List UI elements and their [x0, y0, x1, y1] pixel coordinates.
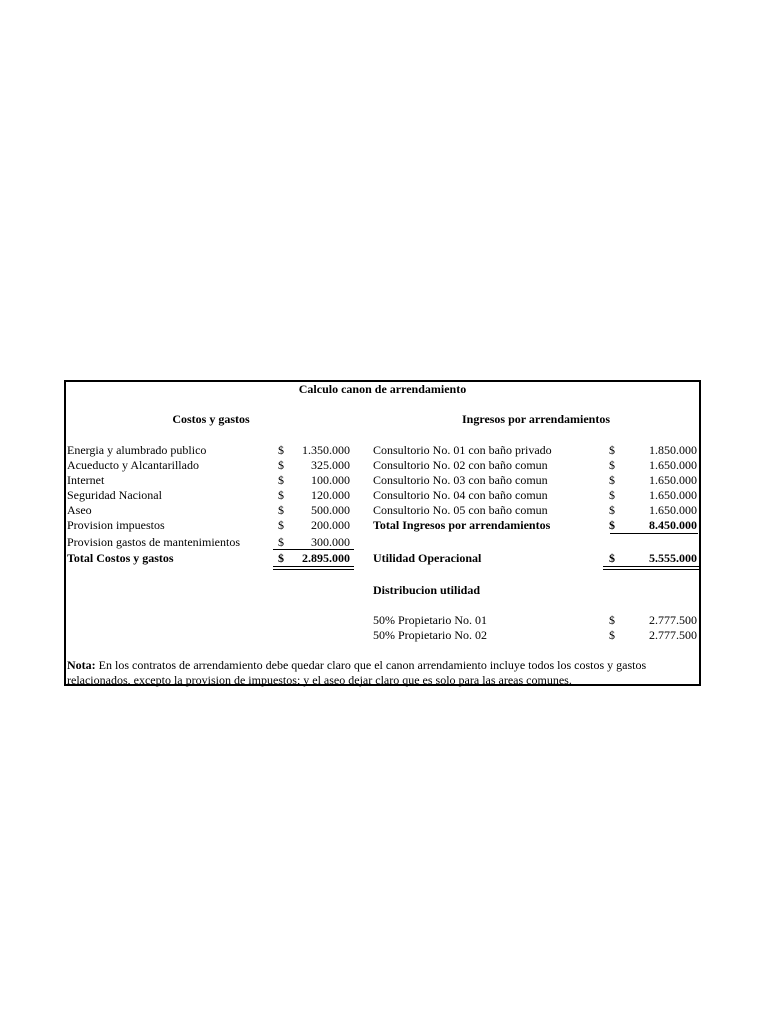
income-amount: 1.650.000	[649, 503, 697, 517]
distribution-amount: 2.777.500	[649, 628, 697, 642]
sheet-title: Calculo canon de arrendamiento	[298, 382, 467, 396]
spreadsheet-table	[64, 380, 701, 686]
costs-heading: Costos y gastos	[172, 412, 250, 426]
cost-amount: 120.000	[311, 488, 350, 502]
cost-label: Energia y alumbrado publico	[67, 443, 207, 457]
distribution-currency: $	[609, 628, 615, 642]
cost-currency: $	[278, 518, 284, 532]
income-currency: $	[609, 503, 615, 517]
distribution-currency: $	[609, 613, 615, 627]
distribution-heading: Distribucion utilidad	[373, 583, 481, 597]
cost-currency: $	[278, 488, 284, 502]
cost-label: Provision gastos de mantenimientos	[67, 535, 240, 549]
cost-total-double-rule	[273, 566, 354, 570]
distribution-label: 50% Propietario No. 01	[373, 613, 487, 627]
cost-total-currency: $	[278, 551, 284, 565]
income-currency: $	[609, 488, 615, 502]
operating-profit-currency: $	[609, 551, 615, 565]
cost-amount: 200.000	[311, 518, 350, 532]
cost-label: Aseo	[67, 503, 92, 517]
income-amount: 1.650.000	[649, 458, 697, 472]
income-label: Consultorio No. 04 con baño comun	[373, 488, 548, 502]
cost-label: Provision impuestos	[67, 518, 165, 532]
cost-currency: $	[278, 443, 284, 457]
income-label: Consultorio No. 05 con baño comun	[373, 503, 548, 517]
cost-amount: 300.000	[311, 535, 350, 549]
cost-label: Internet	[67, 473, 105, 487]
operating-profit-amount: 5.555.000	[649, 551, 697, 565]
income-amount: 1.850.000	[649, 443, 697, 457]
income-currency: $	[609, 458, 615, 472]
income-total-amount: 8.450.000	[649, 518, 697, 532]
income-heading: Ingresos por arrendamientos	[461, 412, 610, 426]
income-amount: 1.650.000	[649, 488, 697, 502]
cost-total-label: Total Costos y gastos	[67, 551, 174, 565]
cost-amount: 1.350.000	[302, 443, 350, 457]
cost-currency: $	[278, 535, 284, 549]
cost-label: Seguridad Nacional	[67, 488, 162, 502]
income-amount: 1.650.000	[649, 473, 697, 487]
income-label: Consultorio No. 03 con baño comun	[373, 473, 548, 487]
income-currency: $	[609, 473, 615, 487]
cost-amount: 325.000	[311, 458, 350, 472]
cost-amount: 100.000	[311, 473, 350, 487]
footnote-label: Nota:	[67, 658, 96, 672]
cost-currency: $	[278, 473, 284, 487]
income-currency: $	[609, 443, 615, 457]
cost-total-amount: 2.895.000	[302, 551, 350, 565]
cost-label: Acueducto y Alcantarillado	[67, 458, 199, 472]
footnote-text: En los contratos de arrendamiento debe quedar claro que el canon arrendamiento incluye todos los costos y gastos relacionados, excepto la provision de impuestos; y el aseo dejar claro que es solo para las areas comunes.	[67, 658, 647, 687]
income-total-currency: $	[609, 518, 615, 532]
operating-profit-label: Utilidad Operacional	[373, 551, 482, 565]
cost-subtotal-rule	[273, 549, 354, 550]
income-total-label: Total Ingresos por arrendamientos	[373, 518, 551, 532]
footnote	[67, 658, 697, 688]
income-label: Consultorio No. 02 con baño comun	[373, 458, 548, 472]
cost-amount: 500.000	[311, 503, 350, 517]
cost-currency: $	[278, 503, 284, 517]
distribution-label: 50% Propietario No. 02	[373, 628, 487, 642]
operating-profit-double-rule	[603, 566, 699, 570]
income-label: Consultorio No. 01 con baño privado	[373, 443, 552, 457]
distribution-amount: 2.777.500	[649, 613, 697, 627]
cost-currency: $	[278, 458, 284, 472]
income-total-rule	[610, 533, 698, 534]
